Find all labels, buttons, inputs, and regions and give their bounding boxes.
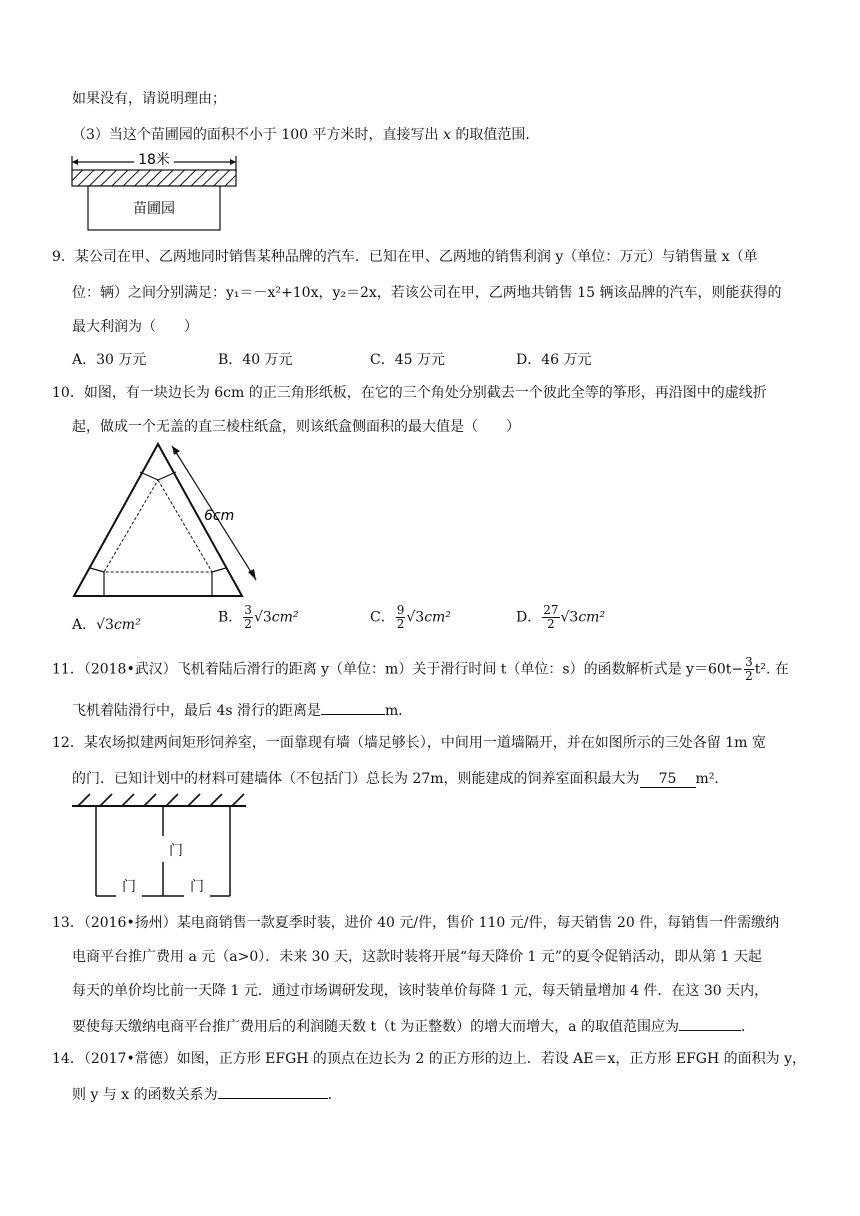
q9-line: 位：辆）之间分别满足：y₁＝－x²+10x，y₂＝2x，若该公司在甲，乙两地共销售 15 辆该品牌的汽车，则能获得的 [72,285,782,301]
text-fragment: （3）当这个苗圃园的面积不小于 100 平方米时，直接写出 [72,127,443,143]
q13-line: 要使每天缴纳电商平台推广费用后的利润随天数 t（t 为正整数）的增大而增大，a 的取值范围应为 ． [72,1014,755,1036]
q10-option-a: A．√3cm² [72,617,141,633]
length-label: 18米 [138,152,170,168]
q12-answer: 75 [640,771,696,788]
door-label: 门 [169,843,183,859]
q14-line: 则 y 与 x 的函数关系为 ． [72,1082,342,1104]
q9-line: 最大利润为（ ） [72,319,198,335]
q9-option-b: B．40 万元 [218,352,293,368]
q10-option-d: D． $\frac{27}{2}$ √3cm² [516,603,606,631]
nursery-figure [68,150,248,234]
q14-answer-blank [218,1082,328,1099]
text-line: 如果没有，请说明理由； [72,91,226,107]
q10-option-c: C． $\frac{9}{2}$ √3cm² [370,603,451,631]
nursery-label: 苗圃园 [133,201,175,217]
q10-line: 10．如图，有一块边长为 6cm 的正三角形纸板，在它的三个角处分别截去一个彼此全等的筝形，再沿图中的虚线折 [52,385,767,401]
side-length-label: 6cm [204,508,235,524]
q13-line: 13．（2016•扬州）某电商销售一款夏季时装，进价 40 元/件，售价 110 元/件，每天销售 20 件，每销售一件需缴纳 [52,915,780,931]
text-line [72,124,539,144]
q9-line: 9．某公司在甲、乙两地同时销售某种品牌的汽车．已知在甲、乙两地的销售利润 y（单位：万元）与销售量 x（单 [52,249,758,265]
q10-option-b: B． $\frac{3}{2}$ √3cm² [218,603,299,631]
q9-option-d: D．46 万元 [516,352,592,368]
door-label: 门 [122,879,136,895]
q9-option-a: A．30 万元 [72,352,147,368]
q14-line: 14．（2017•常德）如图，正方形 EFGH 的顶点在边长为 2 的正方形的边上．若设 AE＝x，正方形 EFGH 的面积为 y， [52,1051,806,1067]
q10-line: 起，做成一个无盖的直三棱柱纸盒，则该纸盒侧面积的最大值是（ ） [72,419,520,435]
q11-line: 11．（2018•武汉）飞机着陆后滑行的距离 y（单位：m）关于滑行时间 t（单位：s）的函数解析式是 y＝60t− $\frac{3}{2}$ t². 在 [52,655,789,683]
var-x: x [442,127,451,143]
q11-line: 飞机着陆滑行中，最后 4s 滑行的距离是 m． [72,698,412,720]
q13-answer-blank [679,1014,741,1031]
farm-figure [70,792,250,900]
text-fragment: 的取值范围． [450,127,540,143]
q12-line: 12．某农场拟建两间矩形饲养室，一面靠现有墙（墙足够长），中间用一道墙隔开，并在如图所示的三处各留 1m 宽 [52,735,766,751]
triangle-figure [64,438,284,598]
q11-answer-blank [321,698,385,715]
q9-option-c: C．45 万元 [370,352,445,368]
q13-line: 电商平台推广费用 a 元（a>0）．未来 30 天，这款时装将开展“每天降价 1 元”的夏令促销活动，即从第 1 天起 [72,949,762,965]
door-label: 门 [190,879,204,895]
q12-line: 的门．已知计划中的材料可建墙体（不包括门）总长为 27m，则能建成的饲养室面积最大为 75 m². [72,771,719,787]
q13-line: 每天的单价均比前一天降 1 元．通过市场调研发现，该时装单价每降 1 元，每天销量增加 4 件．在这 30 天内， [72,983,769,999]
